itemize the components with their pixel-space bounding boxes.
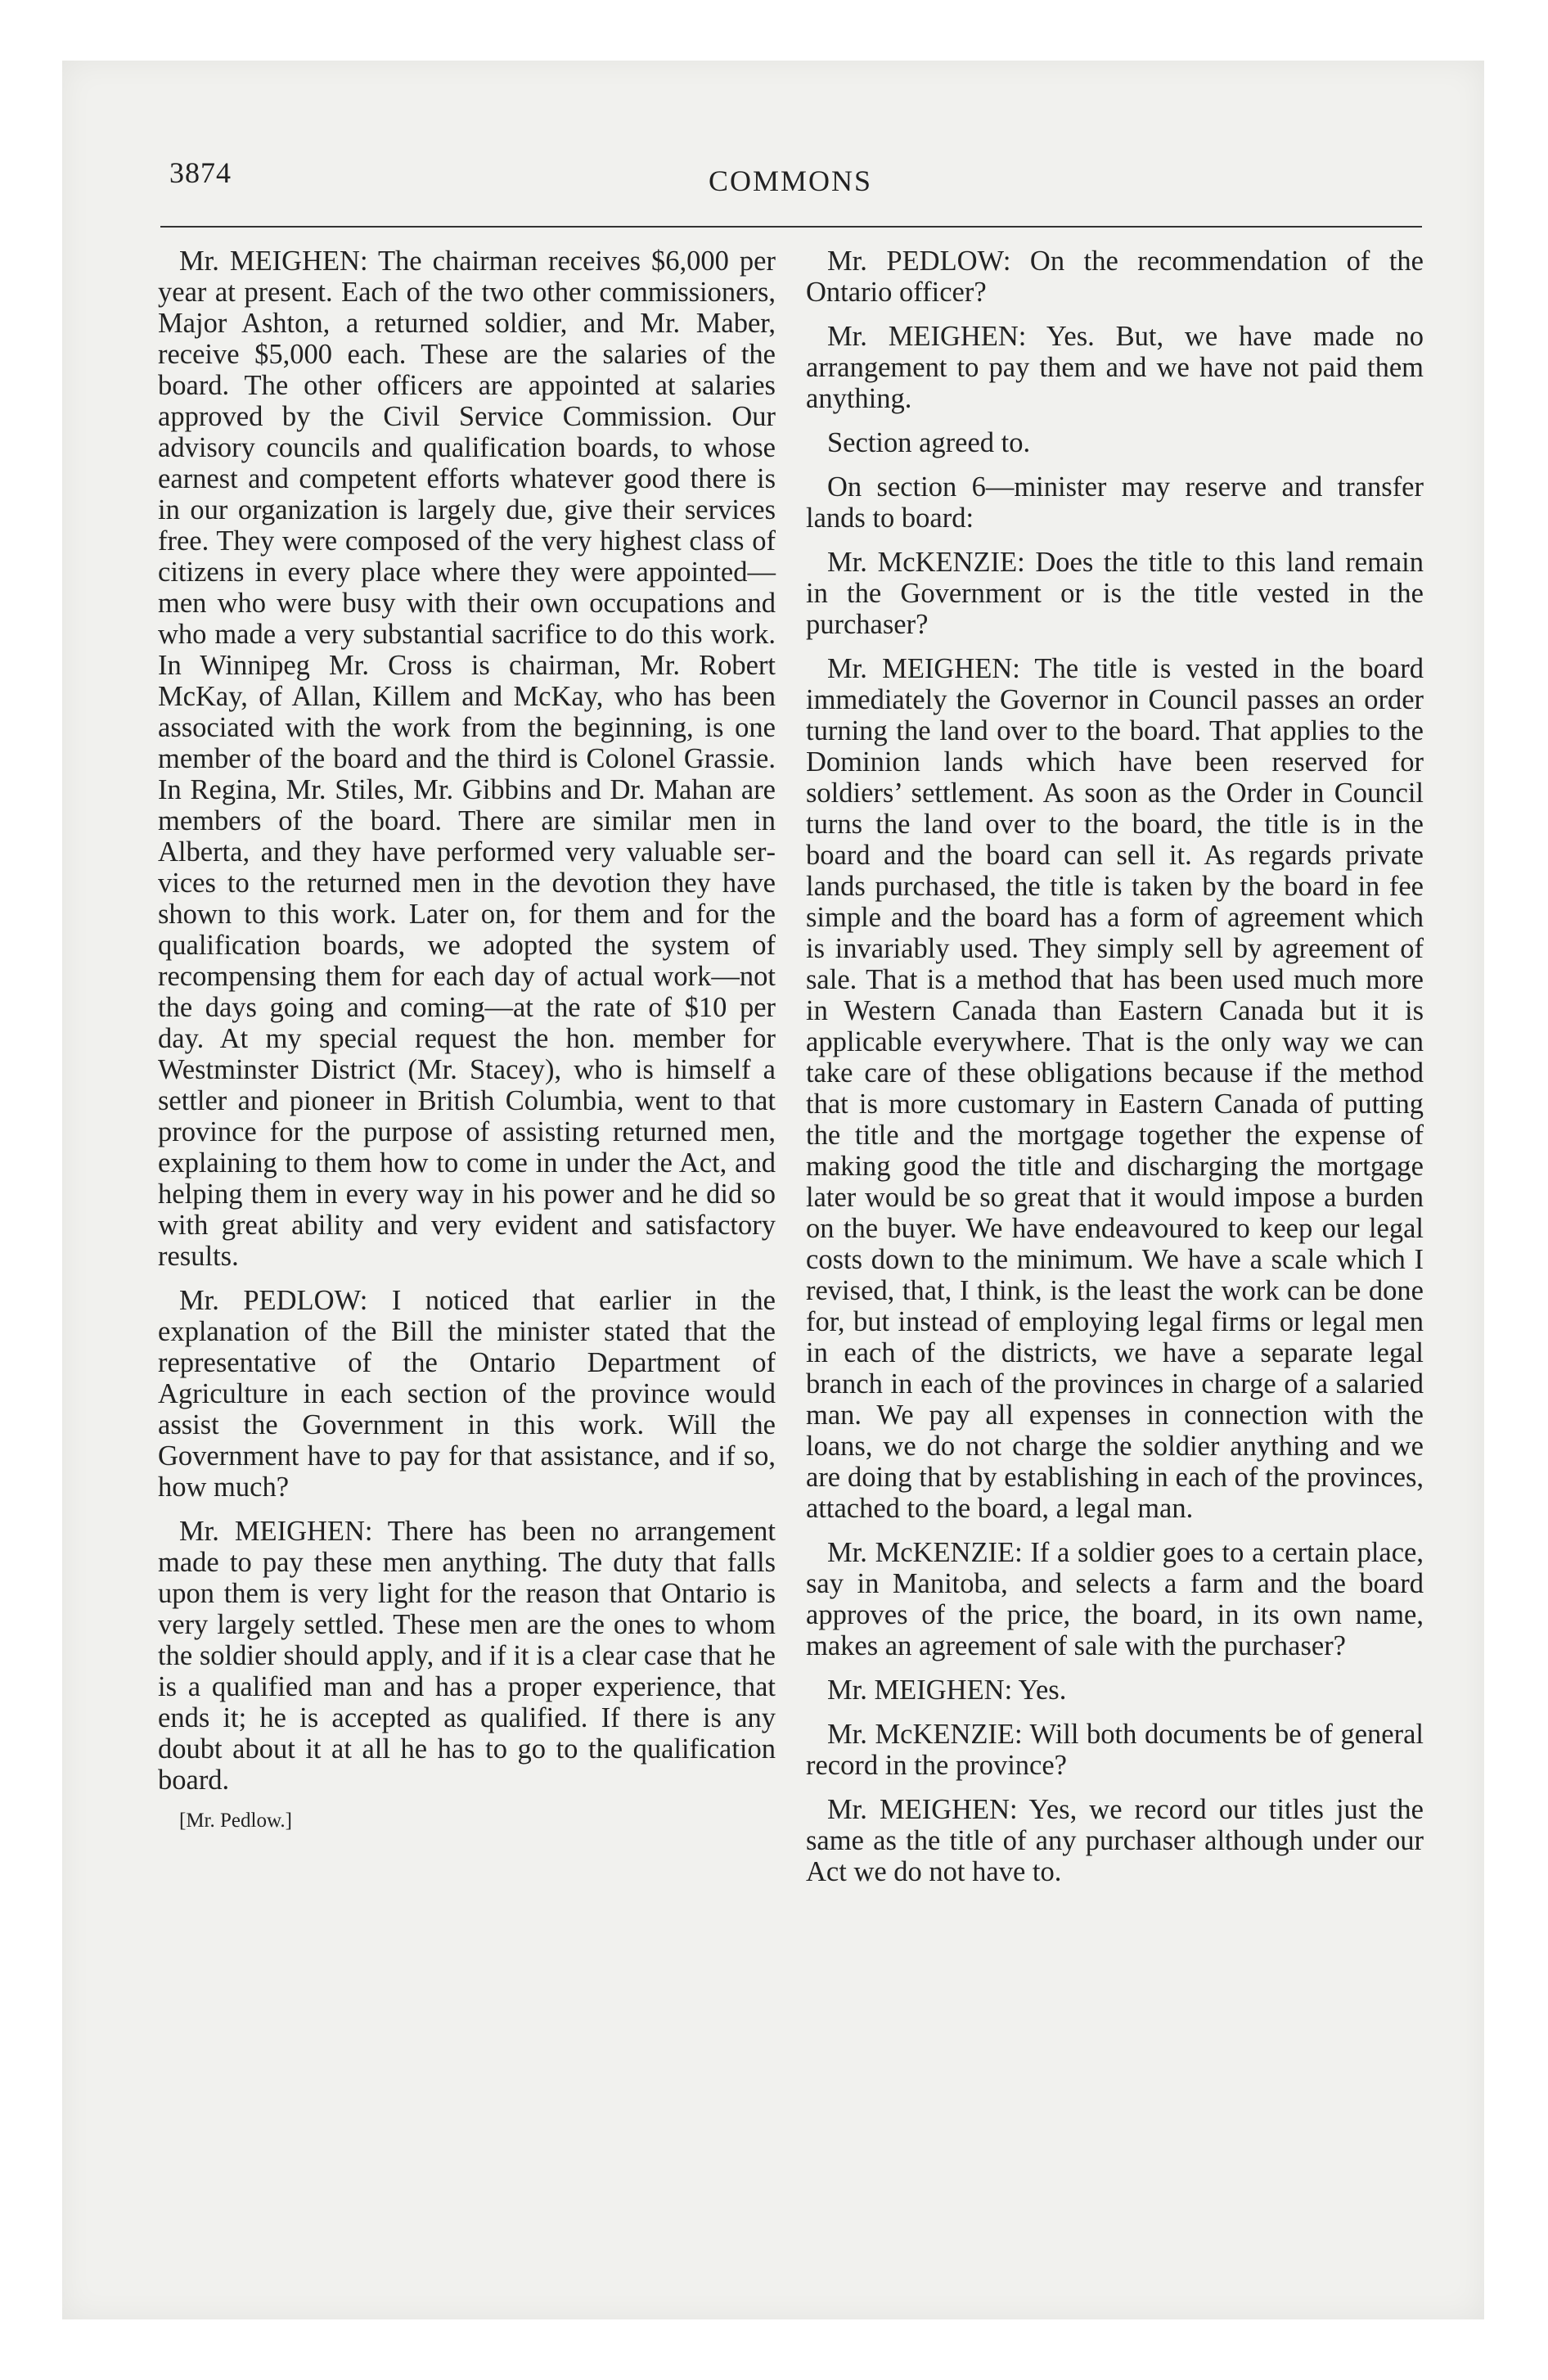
paragraph: Mr. McKENZIE: Will both documents be of general record in the province? (806, 1719, 1424, 1781)
paragraph: Mr. MEIGHEN: Yes. (827, 1675, 1067, 1706)
page-number: 3874 (169, 156, 232, 189)
paragraph: Section agreed to. (827, 427, 1031, 458)
paragraph: Mr. MEIGHEN: The title is vested in the board immediately the Governor in Council passes an order turning the land over to the board. That applies to the Dominion lands which have been reserved for soldiers’ settlement. As soon as the Order in Council turns the land over to the board, the title is in the board and the board can sell it. As regards private lands purchased, the title is taken by the board in fee simple and the board has a form of agreement which is invariably used. They simply sell by agreement of sale. That is a method that has been used much more in Western Canada than Eastern Canada but it is applicable everywhere. That is the only way we can take care of these obligations because if the method that is more customary in Eastern Canada of putting the title and the mortgage together the expense of making good the title and discharging the mortgage later would be so great that it would impose a burden on the buyer. We have endeavoured to keep our legal costs down to the minimum. We have a scale which I revised, that, I think, is the least the work can be done for, but instead of employing legal firms or legal men in each of the districts, we have a separate legal branch in each of the provinces in charge of a salaried man. We pay all expenses in connection with the loans, we do not charge the soldier anything and we are doing that by establishing in each of the provinces, attached to the board, a legal man. (806, 653, 1424, 1524)
paragraph: On section 6—minister may reserve and transfer lands to board: (806, 471, 1424, 534)
header-rule (160, 226, 1422, 228)
paragraph: Mr. MEIGHEN: The chairman receives $6,000 per year at present. Each of the two other commissioners, Major Ashton, a returned soldier, and Mr. Maber, receive $5,000 each. These are the salaries of the board. The other officers are appointed at salaries approved by the Civil Service Commission. Our advisory councils and qualification boards, to whose earnest and competent efforts whatever good there is in our organization is largely due, give their services free. They were composed of the very highest class of citizens in every place where they were appointed—men who were busy with their own occupations and who made a very substantial sacrifice to do this work. In Winnipeg Mr. Cross is chairman, Mr. Robert McKay, of Allan, Killem and McKay, who has been associated with the work from the beginning, is one member of the board and the third is Colonel Grassie. In Regina, Mr. Stiles, Mr. Gibbins and Dr. Mahan are members of the board. There are similar men in Alberta, and they have performed very valuable services to the returned men in the devotion they have shown to this work. Later on, for them and for the qualification boards, we adopted the system of recompensing them for each day of actual work—not the days going and coming—at the rate of $10 per day. At my special request the hon. member for Westminster District (Mr. Stacey), who is himself a settler and pioneer in British Columbia, went to that province for the purpose of assisting returned men, explaining to them how to come in under the Act, and helping them in every way in his power and he did so with great ability and very evident and satisfactory results. (158, 246, 776, 1272)
paragraph: Mr. McKENZIE: Does the title to this land remain in the Government or is the title vested in the purchaser? (806, 547, 1424, 640)
paragraph: Mr. PEDLOW: I noticed that earlier in the explanation of the Bill the minister stated that the representative of the Ontario Department of Agriculture in each section of the province would assist the Government in this work. Will the Government have to pay for that assistance, and if so, how much? (158, 1285, 776, 1503)
right-column (806, 246, 1424, 1900)
paragraph: Mr. PEDLOW: On the recommendation of the Ontario officer? (806, 246, 1424, 308)
paragraph: Mr. MEIGHEN: Yes, we record our titles just the same as the title of any purchaser although under our Act we do not have to. (806, 1794, 1424, 1887)
paragraph: Mr. McKENZIE: If a soldier goes to a certain place, say in Manitoba, and selects a farm and the board approves of the price, the board, in its own name, makes an agreement of sale with the purchaser? (806, 1537, 1424, 1661)
paragraph: Mr. MEIGHEN: There has been no arrangement made to pay these men anything. The duty that falls upon them is very light for the reason that Ontario is very largely settled. These men are the ones to whom the soldier should apply, and if it is a clear case that he is a qualified man and has a proper experience, that ends it; he is accepted as qualified. If there is any doubt about it at all he has to go to the qualification board. (158, 1516, 776, 1796)
left-column (158, 246, 776, 1846)
speaker-signature-line: [Mr. Pedlow.] (179, 1810, 292, 1832)
running-head: COMMONS (709, 165, 873, 197)
paragraph: Mr. MEIGHEN: Yes. But, we have made no arrangement to pay them and we have not paid them anything. (806, 321, 1424, 414)
